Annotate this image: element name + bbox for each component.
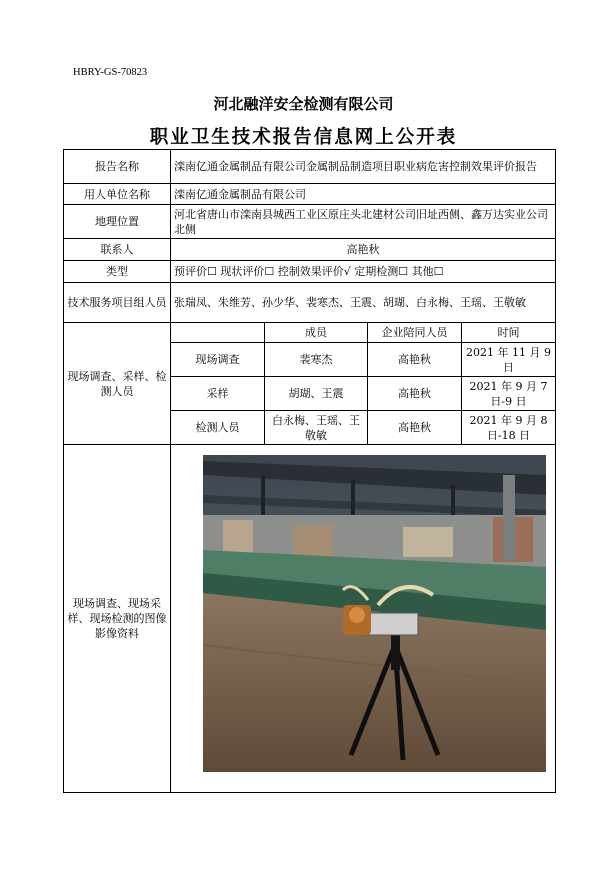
report-name-value: 滦南亿通金属制品有限公司金属制品制造项目职业病危害控制效果评价报告 xyxy=(171,150,556,184)
type-label: 类型 xyxy=(64,261,171,283)
time-cell: 2021 年 9 月 8 日-18 日 xyxy=(462,411,556,445)
activity-cell: 检测人员 xyxy=(171,411,265,445)
members-cell: 白永梅、王瑶、王敬敏 xyxy=(265,411,368,445)
escort-cell: 高艳秋 xyxy=(368,377,462,411)
member-header: 成员 xyxy=(265,323,368,343)
type-options: 预评价☐ 现状评价☐ 控制效果评价√ 定期检测☐ 其他☐ xyxy=(171,261,556,283)
field-staff-label: 现场调查、采样、检测人员 xyxy=(64,323,171,445)
escort-header: 企业陪同人员 xyxy=(368,323,462,343)
time-header: 时间 xyxy=(462,323,556,343)
escort-cell: 高艳秋 xyxy=(368,411,462,445)
location-label: 地理位置 xyxy=(64,205,171,239)
time-cell: 2021 年 9 月 7 日-9 日 xyxy=(462,377,556,411)
document-code: HBRY-GS-70823 xyxy=(73,67,148,78)
time-cell: 2021 年 11 月 9 日 xyxy=(462,343,556,377)
team-value: 张瑞凤、朱维芳、孙少华、裴寒杰、王震、胡瑚、白永梅、王瑶、王敬敏 xyxy=(171,283,556,323)
company-name: 河北融洋安全检测有限公司 xyxy=(213,95,394,113)
employer-value: 滦南亿通金属制品有限公司 xyxy=(171,184,556,205)
blank-header-cell xyxy=(171,323,265,343)
employer-label: 用人单位名称 xyxy=(64,184,171,205)
activity-cell: 现场调查 xyxy=(171,343,265,377)
images-label: 现场调查、现场采样、现场检测的图像影像资料 xyxy=(64,445,171,793)
contact-value: 高艳秋 xyxy=(171,239,556,261)
page-title: 职业卫生技术报告信息网上公开表 xyxy=(149,127,458,148)
location-value: 河北省唐山市滦南县城西工业区原庄头北建材公司旧址西侧、鑫万达实业公司北侧 xyxy=(171,205,556,239)
site-photo xyxy=(203,455,546,772)
members-cell: 裴寒杰 xyxy=(265,343,368,377)
activity-cell: 采样 xyxy=(171,377,265,411)
members-cell: 胡瑚、王震 xyxy=(265,377,368,411)
report-name-label: 报告名称 xyxy=(64,150,171,184)
escort-cell: 高艳秋 xyxy=(368,343,462,377)
team-label: 技术服务项目组人员 xyxy=(64,283,171,323)
contact-label: 联系人 xyxy=(64,239,171,261)
